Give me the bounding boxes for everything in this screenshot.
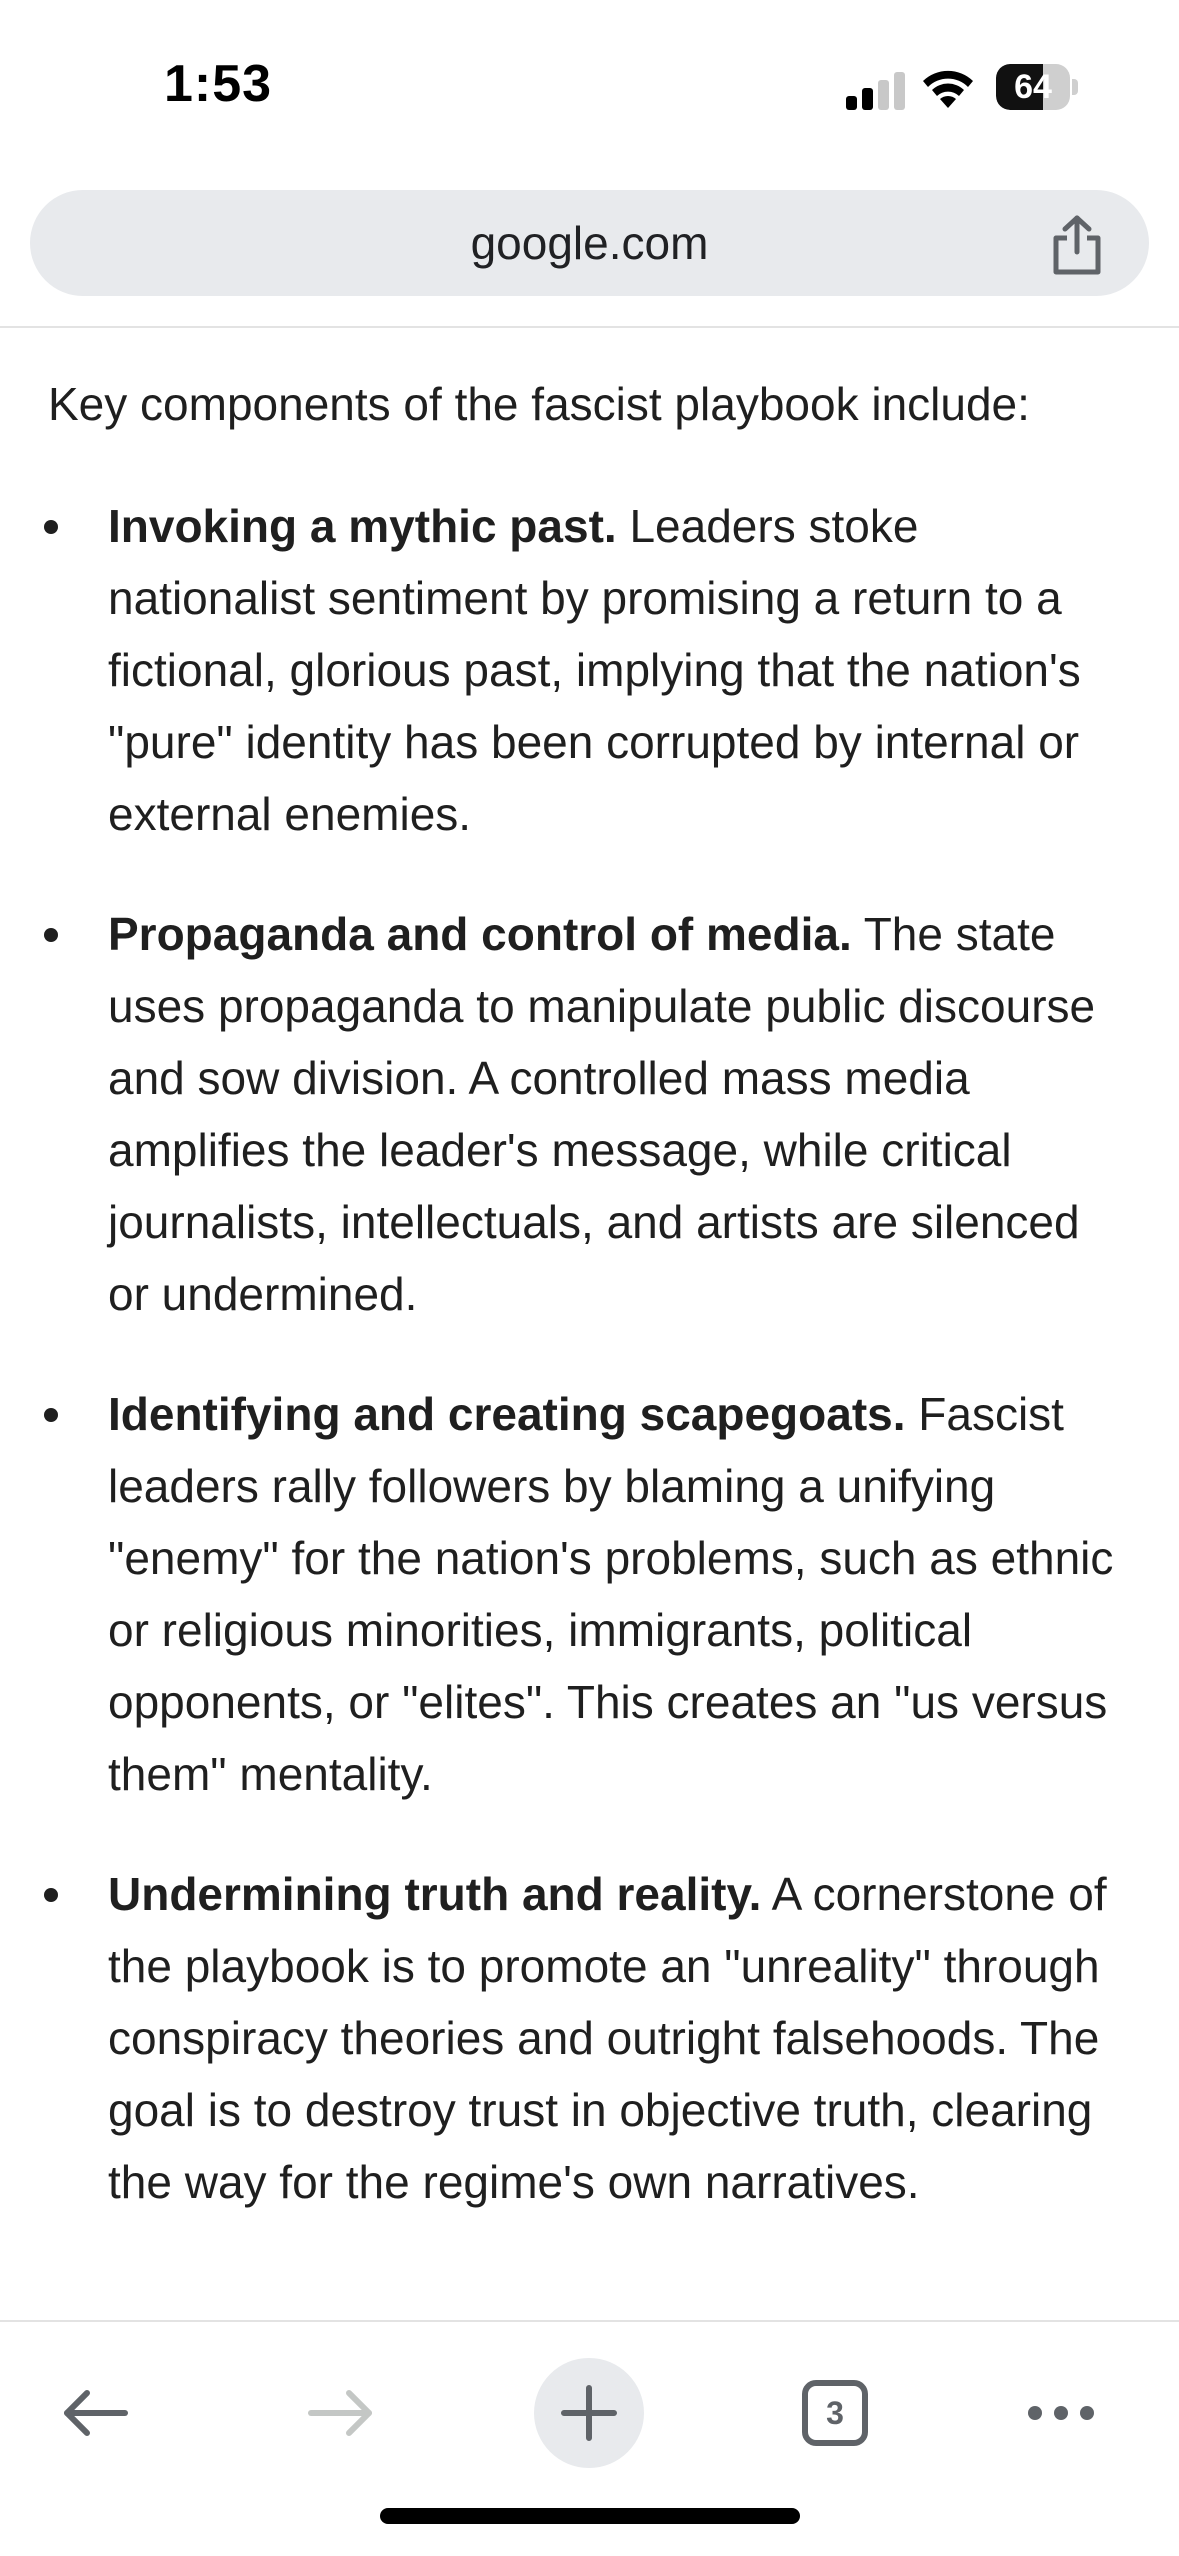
list-item-title: Propaganda and control of media. — [108, 908, 852, 960]
intro-text: Key components of the fascist playbook include: — [48, 378, 1030, 430]
bullet-icon — [44, 928, 58, 942]
forward-button[interactable] — [286, 2358, 396, 2468]
status-time: 1:53 — [164, 55, 273, 113]
wifi-icon — [920, 66, 976, 110]
list-item — [0, 1378, 1179, 1810]
new-tab-button[interactable] — [534, 2358, 644, 2468]
forward-arrow-icon — [305, 2385, 377, 2441]
list-item-body: Fascist leaders rally followers by blaming a unifying "enemy" for the nation's problems, such as ethnic or religious minorities, immigrants, political opponents, or "elites". This creates an "us versus them" mentality. — [108, 1388, 1114, 1800]
list-item-title: Invoking a mythic past. — [108, 500, 617, 552]
address-bar[interactable] — [30, 190, 1149, 296]
tab-switcher-icon: 3 — [802, 2380, 868, 2446]
list-item-body: A cornerstone of the playbook is to promote an "unreality" through conspiracy theories and outright falsehoods. The goal is to destroy trust in objective truth, clearing the way for the regime's own narratives. — [108, 1868, 1107, 2208]
address-bar-divider — [0, 326, 1179, 328]
status-bar — [0, 0, 1179, 170]
share-icon[interactable] — [1048, 214, 1106, 276]
battery-level: 64 — [1014, 68, 1052, 106]
list-item-title: Identifying and creating scapegoats. — [108, 1388, 906, 1440]
url-text[interactable]: google.com — [470, 217, 709, 269]
home-indicator — [380, 2508, 800, 2524]
more-button[interactable] — [1006, 2358, 1116, 2468]
cellular-signal-icon — [846, 72, 906, 110]
battery-icon — [996, 64, 1078, 110]
bullet-icon — [44, 1408, 58, 1422]
list-item — [0, 898, 1179, 1330]
bullet-list — [0, 490, 1179, 2266]
list-item — [0, 490, 1179, 850]
tab-switcher-button[interactable] — [780, 2358, 890, 2468]
page-content — [0, 340, 1179, 2320]
back-arrow-icon — [59, 2385, 131, 2441]
bullet-icon — [44, 520, 58, 534]
list-item-body: Leaders stoke nationalist sentiment by promising a return to a fictional, glorious past, implying that the nation's "pure" identity has been corrupted by internal or external enemies. — [108, 500, 1081, 840]
more-horizontal-icon — [1025, 2403, 1097, 2423]
bullet-icon — [44, 1888, 58, 1902]
list-item-title: Undermining truth and reality. — [108, 1868, 762, 1920]
list-item-body: The state uses propaganda to manipulate public discourse and sow division. A controlled mass media amplifies the leader's message, while critical journalists, intellectuals, and artists are silenced or undermined. — [108, 908, 1096, 1320]
list-item — [0, 1858, 1179, 2218]
back-button[interactable] — [40, 2358, 150, 2468]
plus-icon — [560, 2384, 618, 2442]
